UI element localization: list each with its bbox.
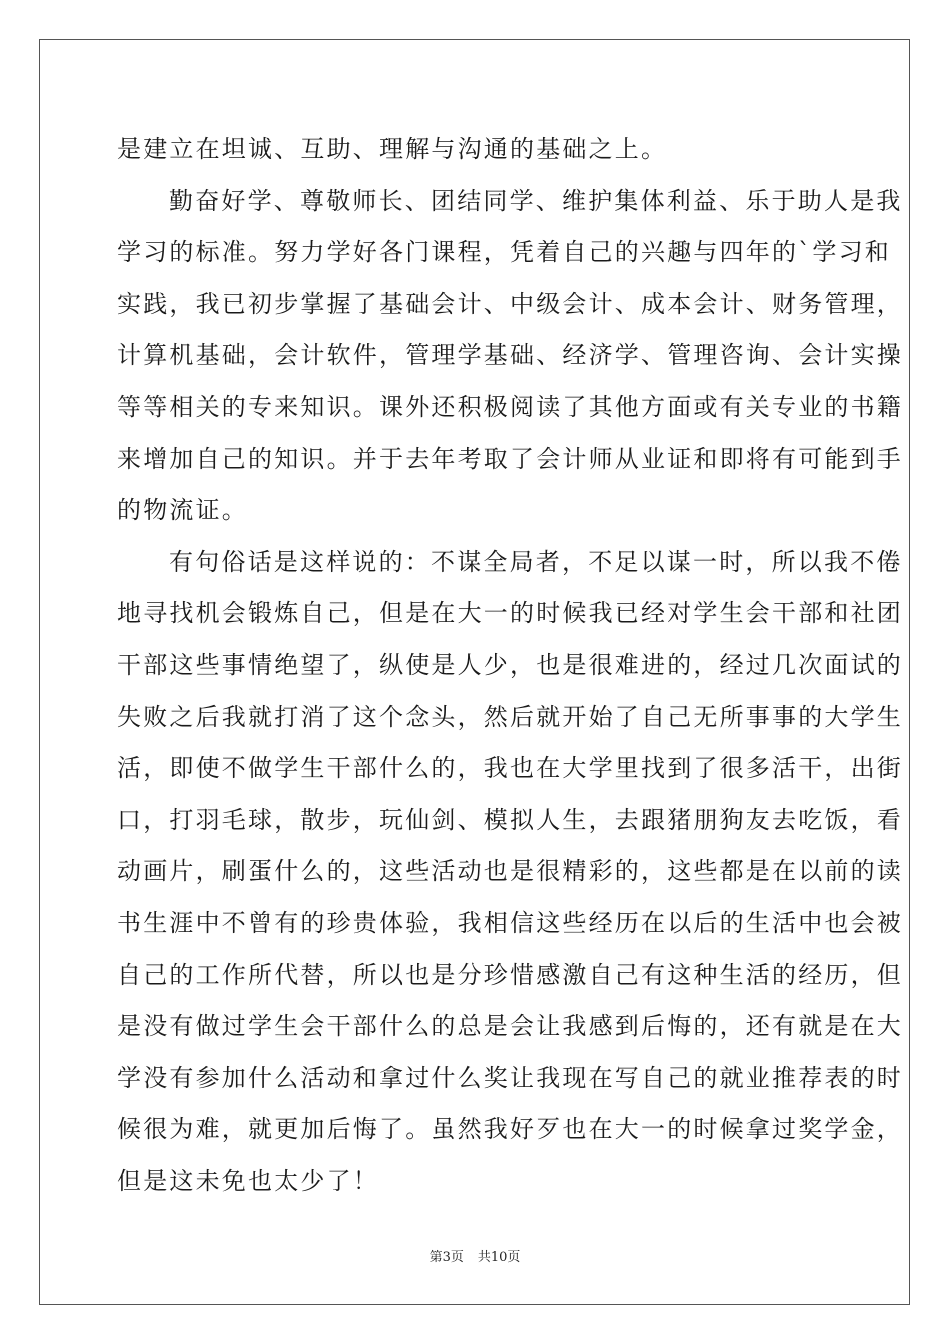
text-line: 来增加自己的知识。并于去年考取了会计师从业证和即将有可能到手 (117, 444, 903, 473)
text-line: 是没有做过学生会干部什么的总是会让我感到后悔的，还有就是在大 (117, 1012, 903, 1041)
text-line: 地寻找机会锻炼自己，但是在大一的时候我已经对学生会干部和社团 (117, 599, 903, 628)
text-line: 失败之后我就打消了这个念头，然后就开始了自己无所事事的大学生 (117, 702, 903, 731)
text-line: 实践，我已初步掌握了基础会计、中级会计、成本会计、财务管理， (117, 289, 903, 318)
paragraph-1 (117, 124, 837, 176)
text-line: 书生涯中不曾有的珍贵体验，我相信这些经历在以后的生活中也会被 (117, 908, 903, 937)
text-line: 口，打羽毛球，散步，玩仙剑、模拟人生，去跟猪朋狗友去吃饭，看 (117, 805, 903, 834)
text-line: 动画片，刷蛋什么的，这些活动也是很精彩的，这些都是在以前的读 (117, 857, 903, 886)
text-line: 勤奋好学、尊敬师长、团结同学、维护集体利益、乐于助人是我 (169, 186, 903, 215)
text-line: 学没有参加什么活动和拿过什么奖让我现在写自己的就业推荐表的时 (117, 1063, 903, 1092)
page-number: 第3页 (429, 1250, 464, 1265)
text-line: 是建立在坦诚、互助、理解与沟通的基础之上。 (117, 135, 668, 163)
paragraph-2 (117, 176, 903, 537)
text-line: 计算机基础，会计软件，管理学基础、经济学、管理咨询、会计实操 (117, 341, 903, 370)
page-total: 共10页 (477, 1250, 521, 1265)
document-body (117, 124, 903, 1207)
text-line: 自己的工作所代替，所以也是分珍惜感激自己有这种生活的经历，但 (117, 960, 903, 989)
text-line: 学习的标准。努力学好各门课程，凭着自己的兴趣与四年的`学习和 (117, 238, 891, 267)
text-line: 但是这未免也太少了！ (117, 1166, 379, 1195)
text-line: 干部这些事情绝望了，纵使是人少，也是很难进的，经过几次面试的 (117, 650, 903, 679)
page-footer (0, 1246, 950, 1265)
text-line: 活，即使不做学生干部什么的，我也在大学里找到了很多活干，出街 (117, 754, 903, 783)
paragraph-3 (117, 537, 903, 1208)
text-line: 的物流证。 (117, 496, 248, 525)
text-line: 等等相关的专来知识。课外还积极阅读了其他方面或有关专业的书籍 (117, 392, 903, 421)
text-line: 候很为难，就更加后悔了。虽然我好歹也在大一的时候拿过奖学金， (117, 1115, 903, 1144)
text-line: 有句俗话是这样说的：不谋全局者，不足以谋一时，所以我不倦 (169, 547, 903, 576)
